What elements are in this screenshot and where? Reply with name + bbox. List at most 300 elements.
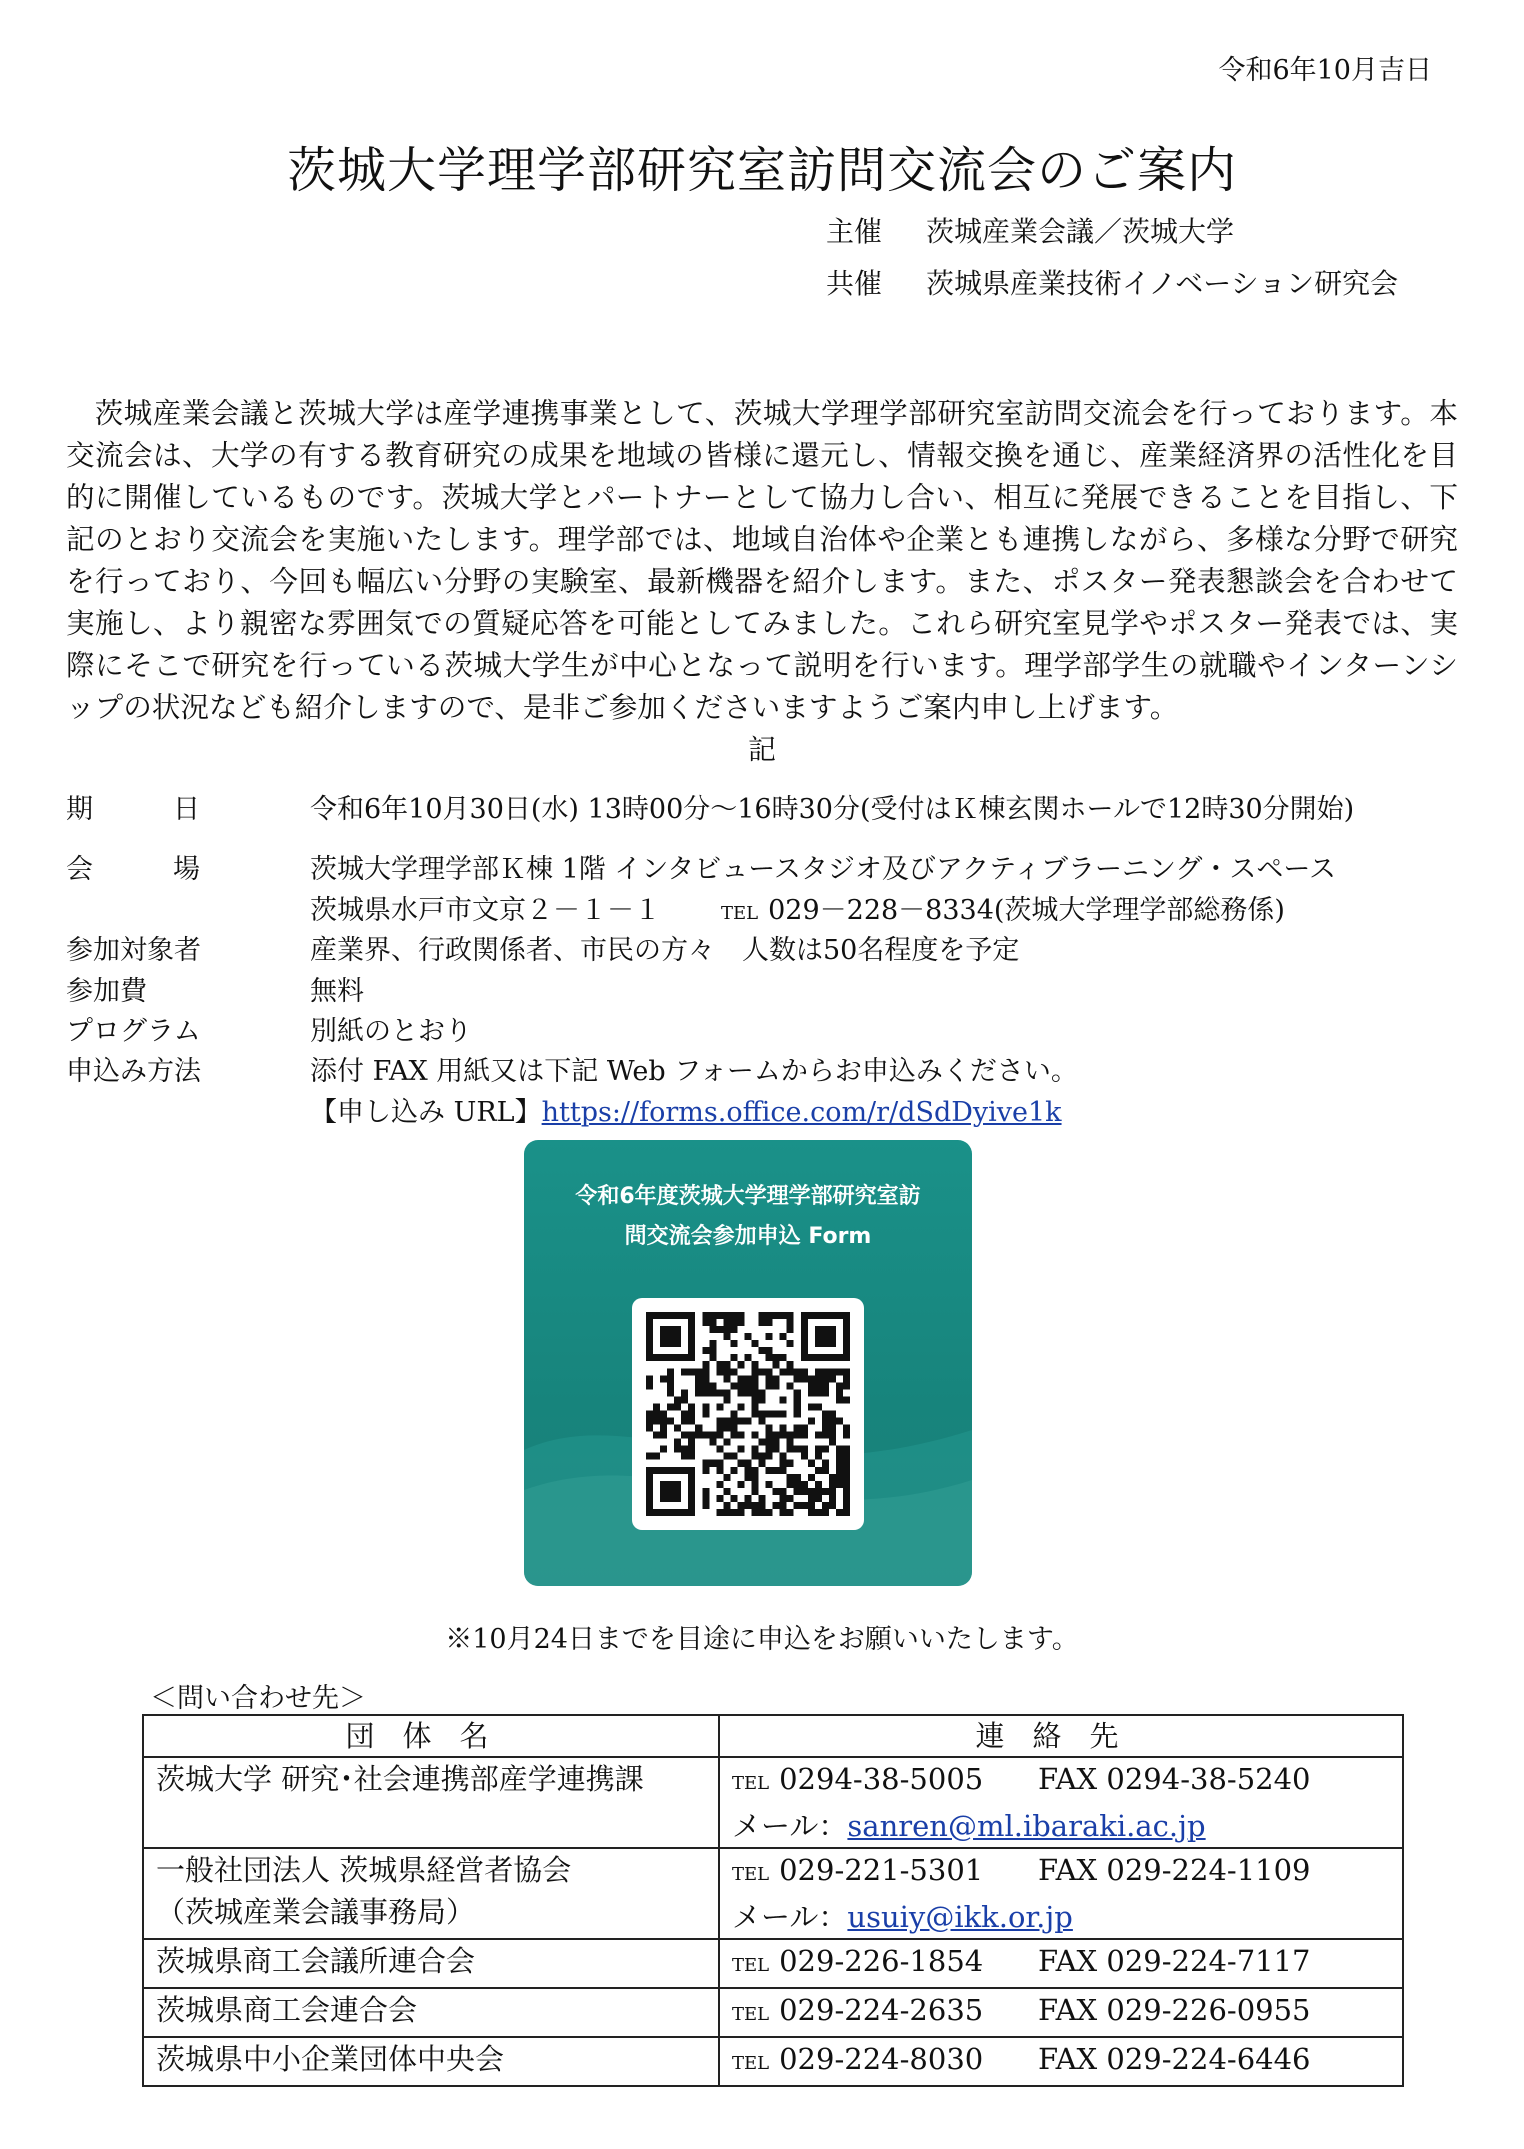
qr-module (730, 1368, 737, 1375)
program-label: プログラム (66, 1016, 201, 1047)
qr-module (688, 1410, 695, 1417)
qr-module (780, 1467, 787, 1474)
tel-prefix: TEL (732, 1773, 770, 1794)
qr-module (752, 1403, 759, 1410)
qr-module (843, 1453, 850, 1460)
qr-module (829, 1368, 836, 1375)
table-row (143, 1848, 1403, 1939)
qr-module (759, 1396, 766, 1403)
qr-module (815, 1509, 822, 1516)
qr-module (794, 1425, 801, 1432)
qr-module (681, 1467, 688, 1474)
qr-module (822, 1368, 829, 1375)
qr-module (766, 1425, 773, 1432)
qr-module (801, 1481, 808, 1488)
qr-module (752, 1396, 759, 1403)
date-value: 令和6年10月30日(水) 13時00分～16時30分(受付はＫ棟玄関ホールで12時30分開始) (310, 794, 1355, 825)
qr-module (737, 1312, 744, 1319)
qr-module (843, 1340, 850, 1347)
apply-label: 申込み方法 (66, 1056, 201, 1087)
contact-table (142, 1714, 1404, 2087)
org-name: 茨城県商工会議所連合会 (143, 1939, 719, 1988)
qr-module (688, 1495, 695, 1502)
fax-number: FAX 029-224-6446 (1038, 2042, 1311, 2076)
qr-module (787, 1460, 794, 1467)
qr-module (815, 1432, 822, 1439)
qr-module (822, 1382, 829, 1389)
venue-value: 茨城大学理学部Ｋ棟 1階 インタビュースタジオ及びアクティブラーニング・スペース (310, 854, 1337, 885)
qr-module (744, 1474, 751, 1481)
qr-module (822, 1460, 829, 1467)
qr-module (723, 1375, 730, 1382)
qr-module (822, 1446, 829, 1453)
qr-module (773, 1488, 780, 1495)
qr-module (681, 1410, 688, 1417)
qr-module (688, 1439, 695, 1446)
qr-module (780, 1425, 787, 1432)
qr-module (843, 1319, 850, 1326)
qr-module (836, 1481, 843, 1488)
application-url-link[interactable]: https://forms.office.com/r/dSdDyive1k (541, 1097, 1062, 1128)
qr-module (723, 1368, 730, 1375)
qr-module (695, 1375, 702, 1382)
qr-module (836, 1509, 843, 1516)
qr-module (660, 1375, 667, 1382)
tel-prefix: TEL (732, 2004, 770, 2025)
qr-module (702, 1375, 709, 1382)
qr-module (752, 1432, 759, 1439)
qr-module (766, 1368, 773, 1375)
inquiry-heading: ＜問い合わせ先＞ (150, 1683, 366, 1714)
qr-module (829, 1375, 836, 1382)
qr-module (681, 1432, 688, 1439)
qr-module (730, 1432, 737, 1439)
qr-title-line-1: 令和6年度茨城大学理学部研究室訪 (575, 1184, 921, 1209)
qr-module (808, 1495, 815, 1502)
mail-label: メール： (732, 1809, 848, 1843)
qr-module (759, 1389, 766, 1396)
table-row (143, 2037, 1403, 2086)
qr-module (709, 1382, 716, 1389)
qr-module (829, 1418, 836, 1425)
qr-module (794, 1403, 801, 1410)
qr-module (688, 1354, 695, 1361)
qr-module (674, 1439, 681, 1446)
qr-module (730, 1410, 737, 1417)
mail-label: メール： (732, 1900, 848, 1934)
qr-module (646, 1333, 653, 1340)
qr-module (709, 1389, 716, 1396)
header-contact: 連絡先 (719, 1715, 1403, 1757)
qr-module (780, 1410, 787, 1417)
qr-module (646, 1509, 653, 1516)
qr-module (773, 1446, 780, 1453)
qr-module (815, 1333, 822, 1340)
qr-module (688, 1453, 695, 1460)
qr-module (716, 1495, 723, 1502)
qr-module (752, 1446, 759, 1453)
qr-module (801, 1319, 808, 1326)
qr-code-box[interactable] (632, 1298, 864, 1530)
qr-module (667, 1333, 674, 1340)
tel-prefix: TEL (732, 1955, 770, 1976)
qr-module (674, 1467, 681, 1474)
qr-module (808, 1354, 815, 1361)
qr-module (688, 1446, 695, 1453)
date-label-char-2: 日 (173, 794, 200, 825)
qr-module (836, 1382, 843, 1389)
qr-module (780, 1396, 787, 1403)
org-name-line: 茨城大学 研究･社会連携部産学連携課 (156, 1762, 644, 1796)
qr-module (801, 1333, 808, 1340)
co-organizer-names: 茨城県産業技術イノベーション研究会 (926, 267, 1399, 300)
tel-number: 029-224-2635 (779, 1993, 984, 2027)
qr-module (829, 1410, 836, 1417)
org-name-line: 一般社団法人 茨城県経営者協会 (156, 1853, 572, 1887)
qr-module (667, 1312, 674, 1319)
qr-module (843, 1488, 850, 1495)
qr-module (646, 1425, 653, 1432)
qr-module (815, 1467, 822, 1474)
qr-module (716, 1446, 723, 1453)
qr-module (752, 1467, 759, 1474)
qr-module (752, 1340, 759, 1347)
qr-module (801, 1340, 808, 1347)
qr-module (674, 1495, 681, 1502)
qr-module (766, 1453, 773, 1460)
table-row (143, 1988, 1403, 2037)
venue-label-char-2: 場 (173, 854, 200, 885)
qr-module (822, 1340, 829, 1347)
qr-module (801, 1347, 808, 1354)
qr-module (794, 1375, 801, 1382)
qr-module (766, 1382, 773, 1389)
qr-module (716, 1467, 723, 1474)
qr-module (716, 1418, 723, 1425)
qr-module (744, 1467, 751, 1474)
qr-module (646, 1340, 653, 1347)
qr-module (808, 1460, 815, 1467)
qr-module (787, 1474, 794, 1481)
qr-module (646, 1474, 653, 1481)
qr-module (780, 1509, 787, 1516)
qr-module (688, 1467, 695, 1474)
qr-module (709, 1354, 716, 1361)
fax-number: FAX 029-226-0955 (1038, 1993, 1311, 2027)
qr-module (681, 1354, 688, 1361)
qr-module (759, 1460, 766, 1467)
qr-module (667, 1382, 674, 1389)
qr-module (829, 1495, 836, 1502)
qr-module (702, 1410, 709, 1417)
qr-module (808, 1488, 815, 1495)
qr-module (646, 1375, 653, 1382)
program-value: 別紙のとおり (310, 1016, 472, 1047)
qr-module (667, 1354, 674, 1361)
qr-module (646, 1418, 653, 1425)
qr-module (695, 1432, 702, 1439)
qr-module (660, 1425, 667, 1432)
qr-module (716, 1403, 723, 1410)
qr-module (815, 1495, 822, 1502)
qr-module (730, 1340, 737, 1347)
qr-module (808, 1418, 815, 1425)
qr-module (794, 1368, 801, 1375)
qr-module (836, 1368, 843, 1375)
qr-module (808, 1312, 815, 1319)
qr-module (667, 1509, 674, 1516)
date-label-char-1: 期 (66, 794, 93, 825)
qr-module (773, 1502, 780, 1509)
qr-module (723, 1488, 730, 1495)
qr-module (660, 1495, 667, 1502)
qr-module (681, 1453, 688, 1460)
qr-module (773, 1312, 780, 1319)
qr-module (646, 1502, 653, 1509)
qr-module (702, 1502, 709, 1509)
qr-module (709, 1432, 716, 1439)
qr-module (766, 1481, 773, 1488)
qr-module (681, 1418, 688, 1425)
qr-module (660, 1488, 667, 1495)
issue-date: 令和6年10月吉日 (1218, 55, 1432, 86)
qr-module (836, 1446, 843, 1453)
qr-module (709, 1439, 716, 1446)
qr-module (723, 1312, 730, 1319)
qr-module (801, 1368, 808, 1375)
qr-module (843, 1502, 850, 1509)
fax-number: FAX 029-224-1109 (1038, 1853, 1311, 1887)
qr-module (829, 1474, 836, 1481)
co-organizer-role: 共催 (826, 267, 883, 300)
qr-module (759, 1495, 766, 1502)
qr-module (836, 1389, 843, 1396)
qr-module (843, 1396, 850, 1403)
qr-module (716, 1326, 723, 1333)
qr-module (787, 1509, 794, 1516)
qr-module (836, 1460, 843, 1467)
qr-module (815, 1403, 822, 1410)
qr-module (787, 1439, 794, 1446)
qr-module (723, 1319, 730, 1326)
qr-module (787, 1432, 794, 1439)
qr-module (794, 1389, 801, 1396)
qr-module (815, 1382, 822, 1389)
qr-module (688, 1340, 695, 1347)
qr-module (723, 1326, 730, 1333)
qr-module (822, 1488, 829, 1495)
qr-module (737, 1509, 744, 1516)
qr-module (667, 1403, 674, 1410)
qr-module (744, 1495, 751, 1502)
qr-module (646, 1488, 653, 1495)
qr-module (744, 1389, 751, 1396)
qr-title (524, 1177, 972, 1257)
qr-module (695, 1389, 702, 1396)
qr-module (787, 1481, 794, 1488)
qr-module (730, 1326, 737, 1333)
qr-module (759, 1453, 766, 1460)
qr-module (808, 1375, 815, 1382)
qr-module (709, 1326, 716, 1333)
qr-module (780, 1333, 787, 1340)
qr-module (843, 1333, 850, 1340)
qr-module (766, 1410, 773, 1417)
qr-module (667, 1389, 674, 1396)
qr-module (723, 1361, 730, 1368)
qr-module (843, 1312, 850, 1319)
qr-module (674, 1488, 681, 1495)
qr-module (674, 1333, 681, 1340)
qr-module (829, 1333, 836, 1340)
qr-module (709, 1312, 716, 1319)
qr-module (822, 1432, 829, 1439)
qr-module (787, 1361, 794, 1368)
qr-module (843, 1425, 850, 1432)
qr-module (702, 1312, 709, 1319)
qr-module (737, 1460, 744, 1467)
qr-module (737, 1432, 744, 1439)
qr-module (794, 1474, 801, 1481)
qr-module (836, 1312, 843, 1319)
qr-module (737, 1446, 744, 1453)
qr-module (681, 1389, 688, 1396)
qr-card (524, 1140, 972, 1586)
qr-module (815, 1312, 822, 1319)
qr-module (688, 1502, 695, 1509)
qr-module (667, 1368, 674, 1375)
qr-module (843, 1382, 850, 1389)
qr-module (801, 1425, 808, 1432)
qr-module (653, 1509, 660, 1516)
org-name: 茨城県中小企業団体中央会 (143, 2037, 719, 2086)
qr-module (674, 1340, 681, 1347)
qr-module (815, 1354, 822, 1361)
qr-module (716, 1361, 723, 1368)
qr-module (815, 1389, 822, 1396)
qr-module (723, 1425, 730, 1432)
qr-module (759, 1509, 766, 1516)
qr-module (752, 1509, 759, 1516)
qr-module (787, 1326, 794, 1333)
qr-module (716, 1509, 723, 1516)
qr-module (660, 1509, 667, 1516)
qr-module (759, 1502, 766, 1509)
qr-module (723, 1474, 730, 1481)
application-url-row (310, 1090, 1062, 1129)
qr-module (843, 1474, 850, 1481)
qr-module (787, 1495, 794, 1502)
qr-module (660, 1481, 667, 1488)
qr-module (681, 1446, 688, 1453)
qr-module (737, 1361, 744, 1368)
qr-module (829, 1502, 836, 1509)
qr-module (702, 1368, 709, 1375)
qr-module (667, 1467, 674, 1474)
venue-address (310, 888, 1285, 927)
qr-module (723, 1389, 730, 1396)
org-contact (719, 2037, 1403, 2086)
qr-module (843, 1432, 850, 1439)
qr-module (773, 1375, 780, 1382)
qr-module (702, 1467, 709, 1474)
target-value: 産業界、行政関係者、市民の方々 人数は50名程度を予定 (310, 935, 1020, 966)
qr-module (667, 1495, 674, 1502)
qr-module (737, 1319, 744, 1326)
qr-module (674, 1354, 681, 1361)
qr-module (660, 1326, 667, 1333)
qr-module (653, 1410, 660, 1417)
qr-module (815, 1488, 822, 1495)
qr-module (744, 1333, 751, 1340)
qr-module (822, 1502, 829, 1509)
qr-module (660, 1418, 667, 1425)
qr-module (674, 1312, 681, 1319)
qr-module (780, 1312, 787, 1319)
org-name (143, 1848, 719, 1939)
qr-module (752, 1382, 759, 1389)
qr-module (822, 1333, 829, 1340)
qr-module (752, 1502, 759, 1509)
qr-module (794, 1502, 801, 1509)
qr-module (723, 1439, 730, 1446)
qr-module (653, 1418, 660, 1425)
qr-module (688, 1312, 695, 1319)
mail-link[interactable]: usuiy@ikk.or.jp (847, 1900, 1073, 1934)
qr-module (688, 1326, 695, 1333)
tel-number: 029-226-1854 (779, 1944, 984, 1978)
qr-module (702, 1432, 709, 1439)
qr-module (737, 1481, 744, 1488)
qr-module (660, 1446, 667, 1453)
qr-module (773, 1361, 780, 1368)
qr-module (646, 1410, 653, 1417)
qr-module (822, 1389, 829, 1396)
qr-module (766, 1375, 773, 1382)
qr-module (752, 1375, 759, 1382)
qr-module (674, 1326, 681, 1333)
qr-module (794, 1396, 801, 1403)
qr-module (716, 1368, 723, 1375)
qr-module (660, 1467, 667, 1474)
qr-module (674, 1446, 681, 1453)
qr-module (646, 1481, 653, 1488)
qr-module (737, 1502, 744, 1509)
qr-module (773, 1432, 780, 1439)
qr-module (695, 1368, 702, 1375)
qr-module (822, 1467, 829, 1474)
qr-module (759, 1347, 766, 1354)
qr-module (716, 1312, 723, 1319)
qr-module (737, 1382, 744, 1389)
qr-module (801, 1375, 808, 1382)
qr-module (843, 1347, 850, 1354)
venue-address-text: 茨城県水戸市文京２－１－１ (310, 895, 661, 926)
qr-module (843, 1467, 850, 1474)
qr-module (702, 1488, 709, 1495)
fax-number: FAX 029-224-7117 (1038, 1944, 1311, 1978)
qr-module (688, 1403, 695, 1410)
qr-module (822, 1354, 829, 1361)
qr-module (688, 1509, 695, 1516)
qr-module (787, 1446, 794, 1453)
qr-module (723, 1502, 730, 1509)
mail-link[interactable]: sanren@ml.ibaraki.ac.jp (847, 1809, 1206, 1843)
qr-module (766, 1333, 773, 1340)
qr-module (787, 1382, 794, 1389)
qr-module (716, 1481, 723, 1488)
qr-module (716, 1425, 723, 1432)
